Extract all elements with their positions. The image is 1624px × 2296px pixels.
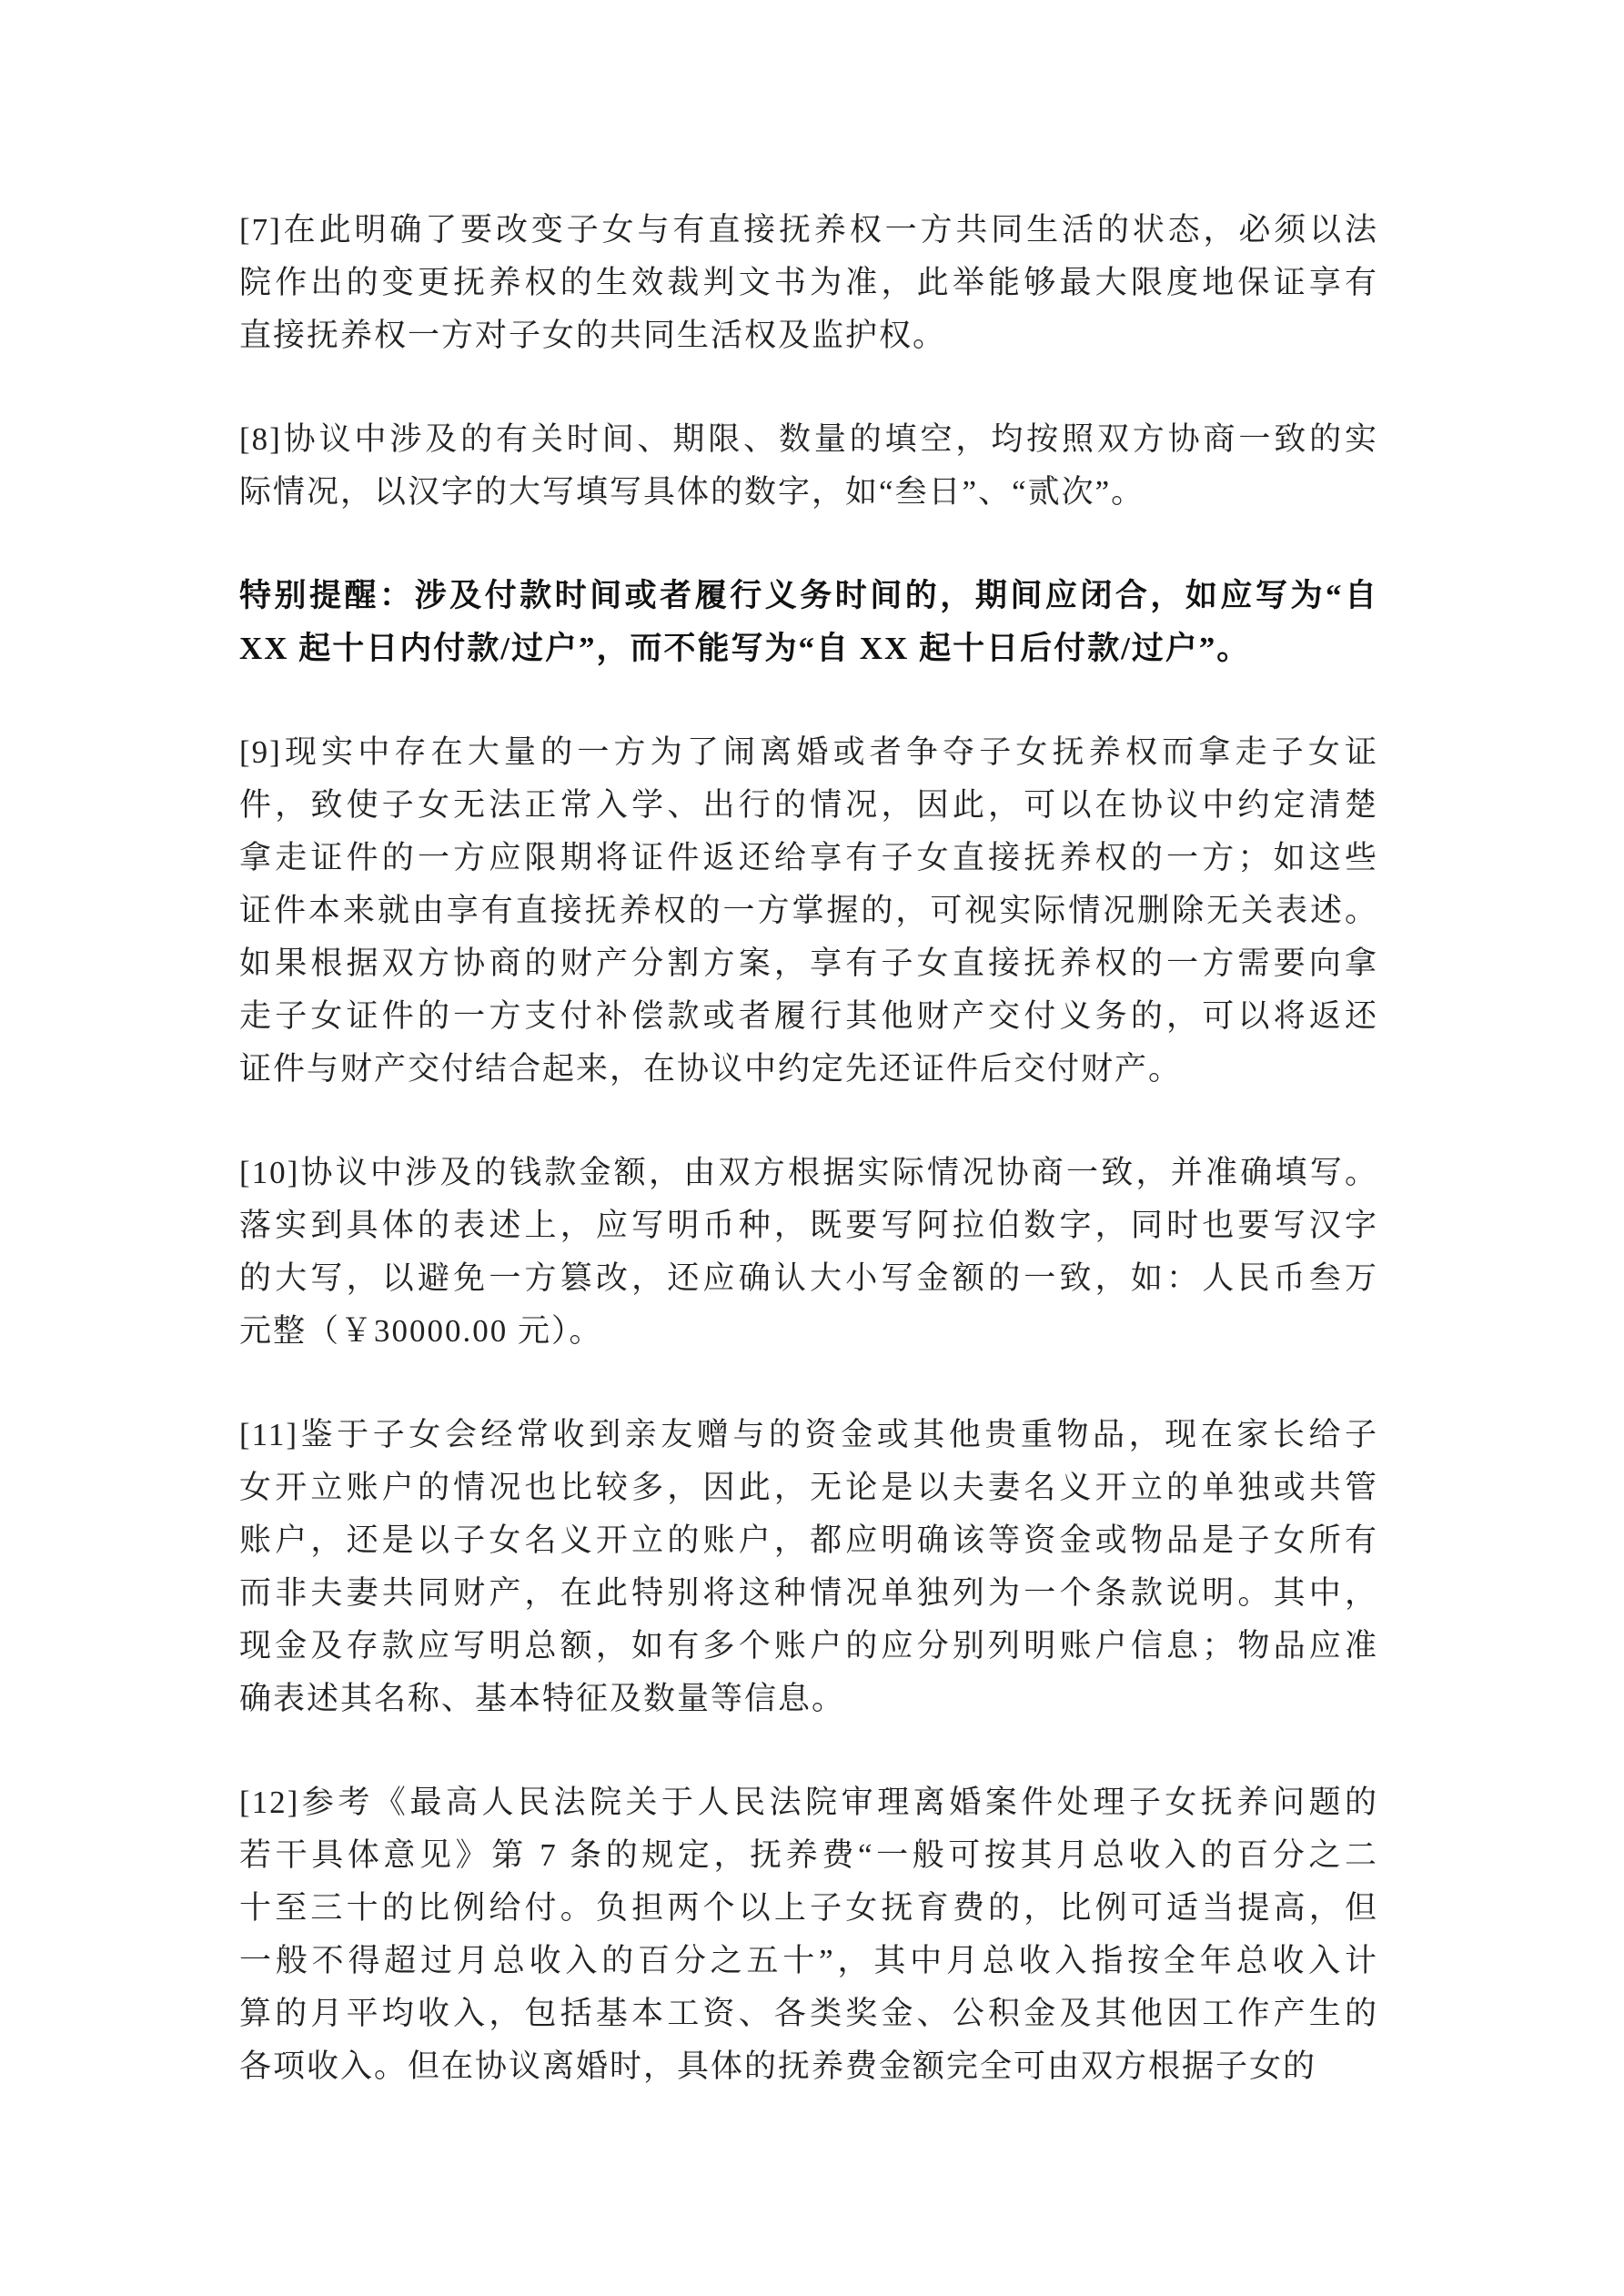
text-line: 十至三十的比例给付。负担两个以上子女抚育费的，比例可适当提高，但 xyxy=(239,1890,1378,1926)
text-line: 走子女证件的一方支付补偿款或者履行其他财产交付义务的，可以将返还 xyxy=(239,998,1378,1034)
text-line: 如果根据双方协商的财产分割方案，享有子女直接抚养权的一方需要向拿 xyxy=(239,946,1378,981)
paragraph-note-7 xyxy=(239,204,1378,362)
text-line: 落实到具体的表述上，应写明币种，既要写阿拉伯数字，同时也要写汉字 xyxy=(239,1208,1378,1243)
text-line: 确表述其名称、基本特征及数量等信息。 xyxy=(239,1681,846,1716)
text-line: 女开立账户的情况也比较多，因此，无论是以夫妻名义开立的单独或共管 xyxy=(239,1470,1378,1505)
text-line: 元整（￥30000.00 元）。 xyxy=(239,1313,603,1349)
document-text-block xyxy=(239,204,1378,2144)
text-line: 一般不得超过月总收入的百分之五十”，其中月总收入指按全年总收入计 xyxy=(239,1943,1378,1978)
paragraph-special-reminder xyxy=(239,570,1378,675)
text-line: [11]鉴于子女会经常收到亲友赠与的资金或其他贵重物品，现在家长给子 xyxy=(239,1417,1378,1452)
paragraph-note-12 xyxy=(239,1776,1378,2093)
text-line: 拿走证件的一方应限期将证件返还给享有子女直接抚养权的一方；如这些 xyxy=(239,840,1378,875)
text-line: 直接抚养权一方对子女的共同生活权及监护权。 xyxy=(239,318,947,353)
text-line: [12]参考《最高人民法院关于人民法院审理离婚案件处理子女抚养问题的 xyxy=(239,1785,1378,1820)
text-line: 院作出的变更抚养权的生效裁判文书为准，此举能够最大限度地保证享有 xyxy=(239,265,1378,300)
text-line: 现金及存款应写明总额，如有多个账户的应分别列明账户信息；物品应准 xyxy=(239,1628,1378,1664)
text-line: 各项收入。但在协议离婚时，具体的抚养费金额完全可由双方根据子女的 xyxy=(239,2048,1317,2084)
text-line: 件，致使子女无法正常入学、出行的情况，因此，可以在协议中约定清楚 xyxy=(239,787,1378,823)
text-line: 的大写，以避免一方篡改，还应确认大小写金额的一致，如：人民币叁万 xyxy=(239,1260,1378,1296)
paragraph-note-8 xyxy=(239,413,1378,519)
text-line: 际情况，以汉字的大写填写具体的数字，如“叁日”、“贰次”。 xyxy=(239,474,1145,510)
text-line: 算的月平均收入，包括基本工资、各类奖金、公积金及其他因工作产生的 xyxy=(239,1996,1378,2031)
paragraph-note-9 xyxy=(239,726,1378,1096)
text-line: XX 起十日内付款/过户”，而不能写为“自 XX 起十日后付款/过户”。 xyxy=(239,631,1251,666)
paragraph-note-11 xyxy=(239,1409,1378,1725)
text-line: 特别提醒：涉及付款时间或者履行义务时间的，期间应闭合，如应写为“自 xyxy=(239,578,1378,613)
text-line: 账户，还是以子女名义开立的账户，都应明确该等资金或物品是子女所有 xyxy=(239,1522,1378,1558)
text-line: 证件本来就由享有直接抚养权的一方掌握的，可视实际情况删除无关表述。 xyxy=(239,893,1378,928)
text-line: 证件与财产交付结合起来，在协议中约定先还证件后交付财产。 xyxy=(239,1051,1183,1087)
text-line: [9]现实中存在大量的一方为了闹离婚或者争夺子女抚养权而拿走子女证 xyxy=(239,734,1378,770)
text-line: 若干具体意见》第 7 条的规定，抚养费“一般可按其月总收入的百分之二 xyxy=(239,1837,1378,1873)
text-line: [8]协议中涉及的有关时间、期限、数量的填空，均按照双方协商一致的实 xyxy=(239,421,1378,457)
text-line: [7]在此明确了要改变子女与有直接抚养权一方共同生活的状态，必须以法 xyxy=(239,212,1378,248)
text-line: 而非夫妻共同财产，在此特别将这种情况单独列为一个条款说明。其中， xyxy=(239,1575,1378,1611)
text-line: [10]协议中涉及的钱款金额，由双方根据实际情况协商一致，并准确填写。 xyxy=(239,1155,1378,1190)
paragraph-note-10 xyxy=(239,1147,1378,1358)
